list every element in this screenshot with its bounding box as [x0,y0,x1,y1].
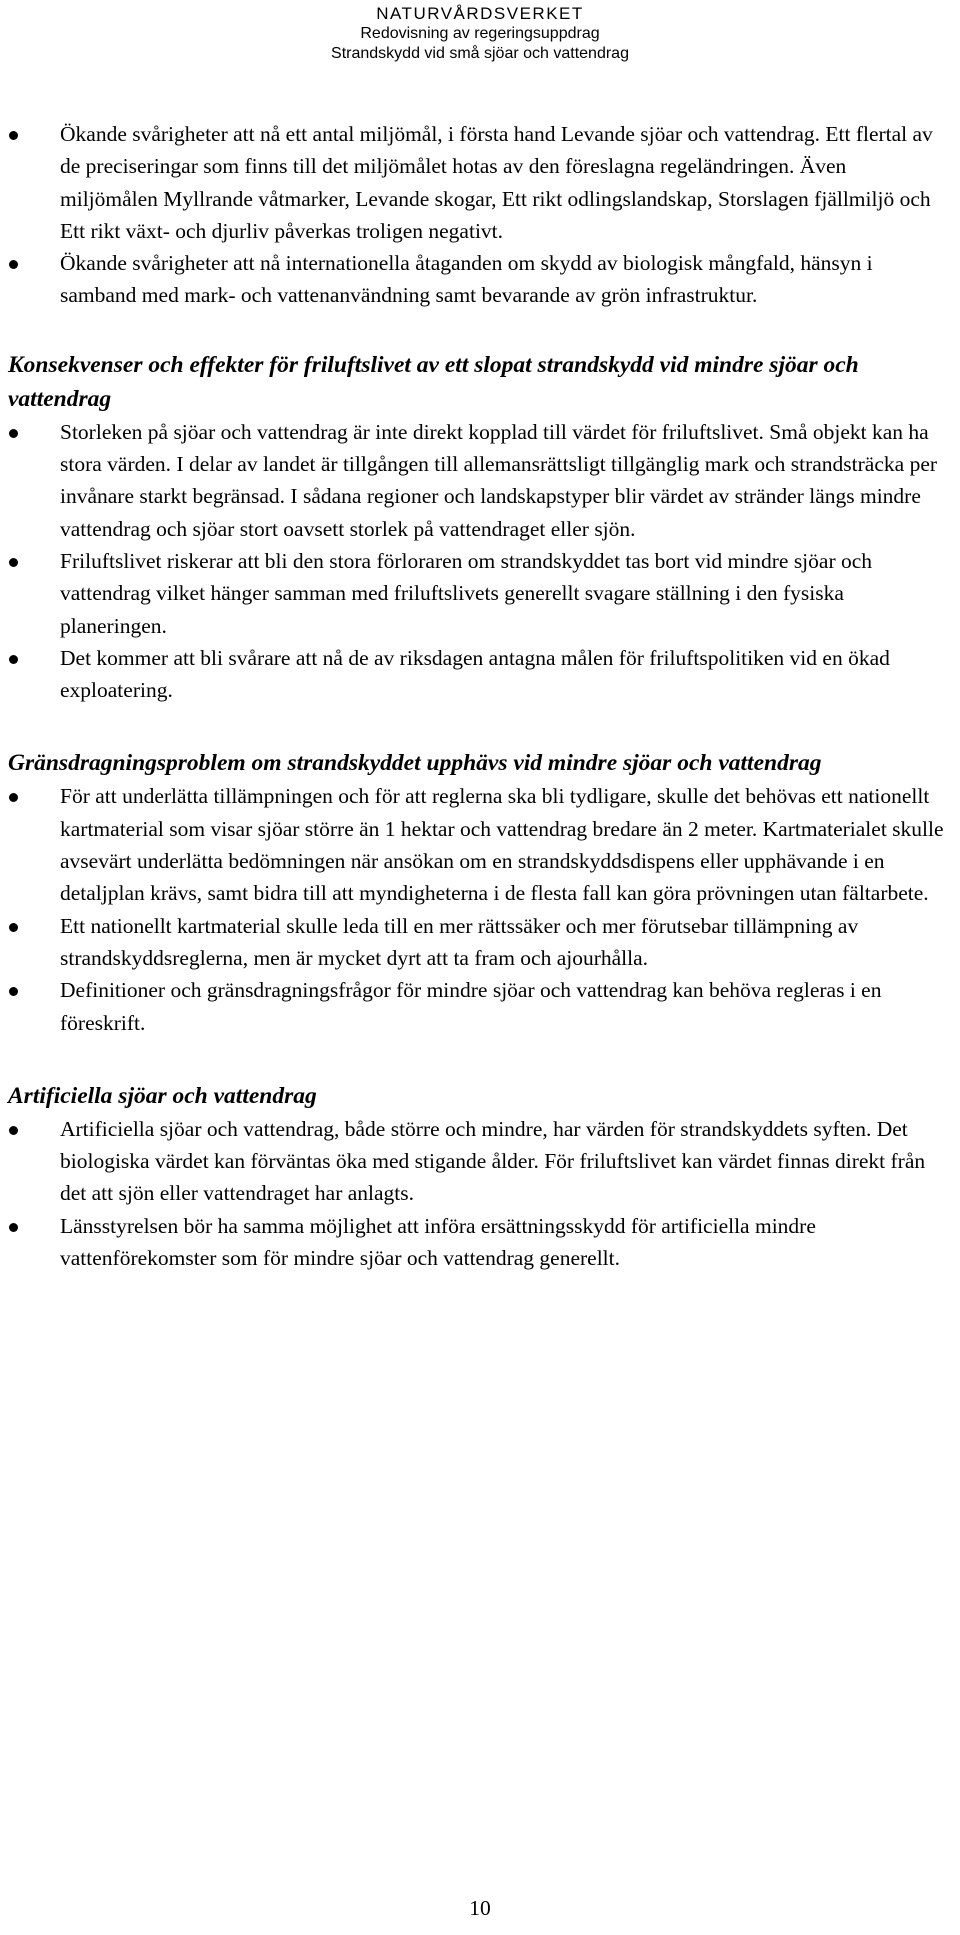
bullet-item: Definitioner och gränsdragningsfrågor för mindre sjöar och vattendrag kan behöva regleras i en föreskrift. [8,974,946,1039]
bullet-item: För att underlätta tillämpningen och för att reglerna ska bli tydligare, skulle det behövas ett nationellt kartmaterial som visar sjöar större än 1 hektar och vattendrag bredare än 2 meter. Kartmaterialet skulle avsevärt underlätta bedömningen när ansökan om en strandskyddsdispens eller upphävande i en detaljplan krävs, samt bidra till att myndigheterna i de flesta fall kan göra prövningen utan fältarbete. [8,780,946,909]
section-heading-friluftsliv: Konsekvenser och effekter för friluftslivet av ett slopat strandskydd vid mindre sjöar och vattendrag [8,351,859,412]
document-body [8,118,946,1274]
header-report-type: Redovisning av regeringsuppdrag [360,25,600,42]
artificiella-bullet-list [8,1113,946,1274]
bullet-item: Storleken på sjöar och vattendrag är inte direkt kopplad till värdet för friluftslivet. Små objekt kan ha stora värden. I delar av landet är tillgången till allemansrättsligt tillgänglig mark och strandsträcka per invånare starkt begränsad. I sådana regioner och landskapstyper blir värdet av stränder längs mindre vattendrag och sjöar stort oavsett storlek på vattendraget eller sjön. [8,416,946,545]
header-organization: NATURVÅRDSVERKET [376,4,584,23]
bullet-item: Artificiella sjöar och vattendrag, både större och mindre, har värden för strandskyddets syften. Det biologiska värdet kan förväntas öka med stigande ålder. För friluftslivet kan värdet finnas direkt från det att sjön eller vattendraget har anlagts. [8,1113,946,1210]
bullet-item: Det kommer att bli svårare att nå de av riksdagen antagna målen för friluftspolitiken vid en ökad exploatering. [8,642,946,707]
section-heading-artificiella: Artificiella sjöar och vattendrag [8,1082,317,1109]
bullet-item: Ökande svårigheter att nå ett antal miljömål, i första hand Levande sjöar och vattendrag. Ett flertal av de preciseringar som finns till det miljömålet hotas av den föreslagna regeländringen. Även miljömålen Myllrande våtmarker, Levande skogar, Ett rikt odlingslandskap, Storslagen fjällmiljö och Ett rikt växt- och djurliv påverkas troligen negativt. [8,118,946,247]
intro-bullet-list [8,118,946,312]
bullet-item: Länsstyrelsen bör ha samma möjlighet att införa ersättningsskydd för artificiella mindre vattenförekomster som för mindre sjöar och vattendrag generellt. [8,1210,946,1275]
page-number: 10 [469,1896,491,1920]
friluftsliv-bullet-list [8,416,946,707]
header-report-title: Strandskydd vid små sjöar och vattendrag [331,45,629,62]
bullet-item: Friluftslivet riskerar att bli den stora förloraren om strandskyddet tas bort vid mindre sjöar och vattendrag vilket hänger samman med friluftslivets generellt svagare ställning i den fysiska planeringen. [8,545,946,642]
page-header [0,4,960,64]
bullet-item: Ökande svårigheter att nå internationella åtaganden om skydd av biologisk mångfald, hänsyn i samband med mark- och vattenanvändning samt bevarande av grön infrastruktur. [8,247,946,312]
bullet-item: Ett nationellt kartmaterial skulle leda till en mer rättssäker och mer förutsebar tillämpning av strandskyddsreglerna, men är mycket dyrt att ta fram och ajourhålla. [8,910,946,975]
section-heading-gransdragning: Gränsdragningsproblem om strandskyddet upphävs vid mindre sjöar och vattendrag [8,750,822,777]
gransdragning-bullet-list [8,780,946,1038]
